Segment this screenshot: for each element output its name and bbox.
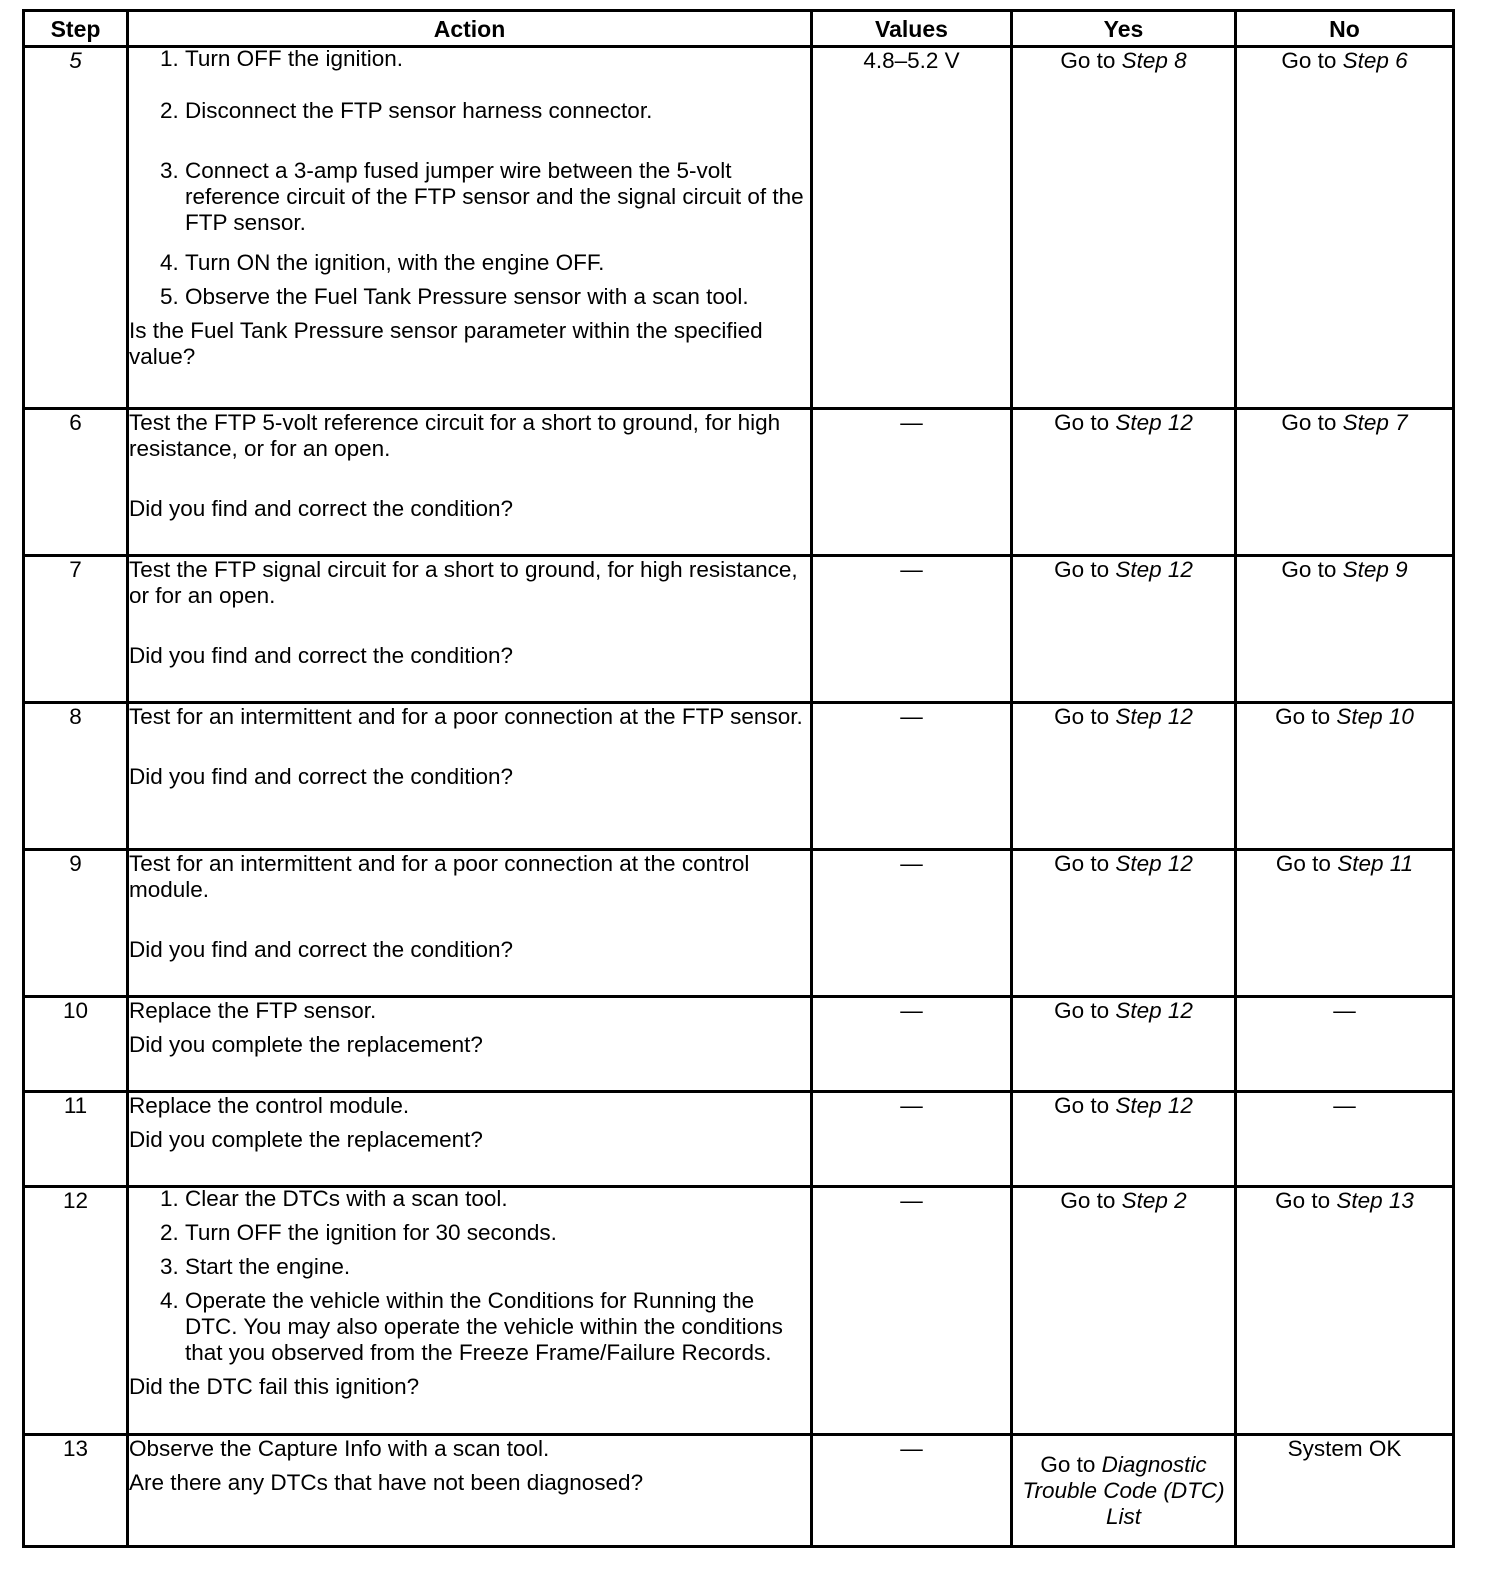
no-cell: Go to Step 11 — [1236, 850, 1454, 997]
step-number: 10 — [24, 997, 128, 1092]
yes-step-ref: Step 12 — [1115, 851, 1193, 876]
no-cell: Go to Step 7 — [1236, 409, 1454, 556]
action-text: Test for an intermittent and for a poor connection at the FTP sensor. — [129, 704, 803, 729]
action-question: Did you find and correct the condition? — [129, 643, 513, 668]
table-row-step-13 — [24, 1435, 1454, 1547]
values-cell: — — [812, 1187, 1012, 1435]
no-cell: Go to Step 6 — [1236, 47, 1454, 409]
yes-step-ref: Step 12 — [1115, 557, 1193, 582]
yes-cell: Go to Diagnostic Trouble Code (DTC) List — [1012, 1435, 1236, 1547]
table-row-step-9 — [24, 850, 1454, 997]
action-text: Test for an intermittent and for a poor connection at the control module. — [129, 851, 750, 902]
no-cell: Go to Step 10 — [1236, 703, 1454, 850]
list-item: 5. Observe the Fuel Tank Pressure sensor with a scan tool. — [185, 284, 810, 310]
action-cell — [128, 409, 812, 556]
action-cell — [128, 47, 812, 409]
no-step-ref: Step 7 — [1342, 410, 1408, 435]
yes-cell: Go to Step 2 — [1012, 1187, 1236, 1435]
list-item: 3. Start the engine. — [185, 1254, 810, 1280]
no-step-ref: Step 10 — [1336, 704, 1414, 729]
values-cell: — — [812, 1092, 1012, 1187]
values-cell: — — [812, 409, 1012, 556]
action-cell — [128, 1187, 812, 1435]
no-step-ref: Step 9 — [1342, 557, 1408, 582]
list-item: 4. Operate the vehicle within the Conditions for Running the DTC. You may also operate the vehicle within the conditions that you observed from the Freeze Frame/Failure Records. — [185, 1288, 810, 1366]
step-number: 9 — [24, 850, 128, 997]
step-number: 13 — [24, 1435, 128, 1547]
step-number: 6 — [24, 409, 128, 556]
no-cell: Go to Step 13 — [1236, 1187, 1454, 1435]
action-text: Replace the control module. — [129, 1093, 410, 1118]
action-question: Did you complete the replacement? — [129, 1032, 483, 1057]
action-text: Replace the FTP sensor. — [129, 998, 377, 1023]
table-row-step-5 — [24, 47, 1454, 409]
header-no: No — [1236, 11, 1454, 47]
table-row-step-6 — [24, 409, 1454, 556]
action-question: Did you find and correct the condition? — [129, 496, 513, 521]
header-action: Action — [128, 11, 812, 47]
diagnostic-table — [22, 9, 1455, 1548]
no-cell: Go to Step 9 — [1236, 556, 1454, 703]
list-item: 1. Clear the DTCs with a scan tool. — [185, 1186, 810, 1212]
values-cell: — — [812, 1435, 1012, 1547]
yes-cell: Go to Step 12 — [1012, 409, 1236, 556]
yes-step-ref: Diagnostic Trouble Code (DTC) List — [1022, 1451, 1225, 1529]
yes-cell: Go to Step 12 — [1012, 1092, 1236, 1187]
table-row-step-10 — [24, 997, 1454, 1092]
action-cell — [128, 703, 812, 850]
yes-cell: Go to Step 12 — [1012, 850, 1236, 997]
action-question: Did you complete the replacement? — [129, 1127, 483, 1152]
no-step-ref: Step 11 — [1337, 851, 1414, 876]
table-row-step-11 — [24, 1092, 1454, 1187]
action-question: Did the DTC fail this ignition? — [129, 1374, 420, 1399]
header-values: Values — [812, 11, 1012, 47]
diagnostic-table-container — [22, 9, 1452, 1548]
values-cell: — — [812, 850, 1012, 997]
list-item: 4. Turn ON the ignition, with the engine OFF. — [185, 250, 810, 276]
yes-step-ref: Step 12 — [1115, 410, 1193, 435]
header-step: Step — [24, 11, 128, 47]
yes-step-ref: Step 12 — [1115, 998, 1193, 1023]
list-item: 3. Connect a 3-amp fused jumper wire between the 5-volt reference circuit of the FTP sensor and the signal circuit of the FTP sensor. — [185, 158, 810, 236]
action-list — [129, 1186, 810, 1366]
yes-step-ref: Step 12 — [1115, 704, 1193, 729]
action-question: Are there any DTCs that have not been diagnosed? — [129, 1470, 644, 1495]
values-cell: — — [812, 703, 1012, 850]
action-cell — [128, 1092, 812, 1187]
no-step-ref: Step 6 — [1342, 48, 1408, 73]
action-list — [129, 46, 810, 310]
step-number: 8 — [24, 703, 128, 850]
yes-cell: Go to Step 12 — [1012, 703, 1236, 850]
list-item: 2. Turn OFF the ignition for 30 seconds. — [185, 1220, 810, 1246]
values-cell: — — [812, 997, 1012, 1092]
action-question: Did you find and correct the condition? — [129, 937, 513, 962]
table-row-step-7 — [24, 556, 1454, 703]
yes-step-ref: Step 2 — [1121, 1188, 1187, 1213]
header-row — [24, 11, 1454, 47]
list-item: 2. Disconnect the FTP sensor harness connector. — [185, 98, 810, 124]
header-yes: Yes — [1012, 11, 1236, 47]
no-cell: System OK — [1236, 1435, 1454, 1547]
table-row-step-12 — [24, 1187, 1454, 1435]
no-cell: — — [1236, 997, 1454, 1092]
yes-cell: Go to Step 12 — [1012, 997, 1236, 1092]
action-text: Test the FTP signal circuit for a short to ground, for high resistance, or for an open. — [129, 557, 798, 608]
yes-step-ref: Step 12 — [1115, 1093, 1193, 1118]
action-question: Is the Fuel Tank Pressure sensor parameter within the specified value? — [129, 318, 763, 369]
values-cell: — — [812, 556, 1012, 703]
action-cell — [128, 556, 812, 703]
step-number: 7 — [24, 556, 128, 703]
no-cell: — — [1236, 1092, 1454, 1187]
action-text: Observe the Capture Info with a scan tool. — [129, 1436, 550, 1461]
step-number: 5 — [24, 47, 128, 409]
action-cell — [128, 850, 812, 997]
step-number: 12 — [24, 1187, 128, 1435]
action-cell — [128, 1435, 812, 1547]
action-question: Did you find and correct the condition? — [129, 764, 513, 789]
yes-step-ref: Step 8 — [1121, 48, 1187, 73]
step-number: 11 — [24, 1092, 128, 1187]
action-text: Test the FTP 5-volt reference circuit for a short to ground, for high resistance, or for an open. — [129, 410, 781, 461]
list-item: 1. Turn OFF the ignition. — [185, 46, 810, 72]
yes-cell: Go to Step 12 — [1012, 556, 1236, 703]
action-cell — [128, 997, 812, 1092]
values-cell: 4.8–5.2 V — [812, 47, 1012, 409]
yes-cell: Go to Step 8 — [1012, 47, 1236, 409]
no-step-ref: Step 13 — [1336, 1188, 1414, 1213]
table-row-step-8 — [24, 703, 1454, 850]
